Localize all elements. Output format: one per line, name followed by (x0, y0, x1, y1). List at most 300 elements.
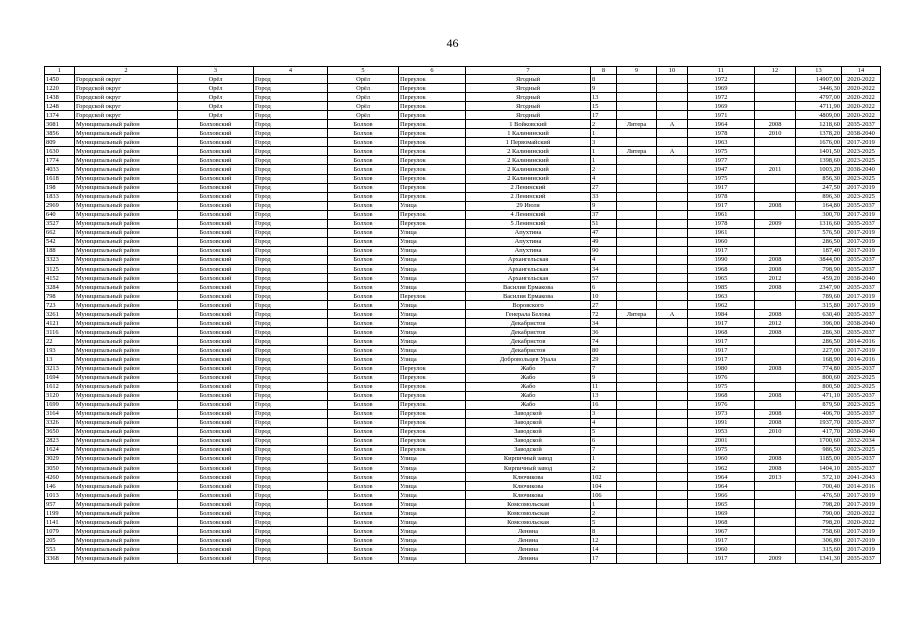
table-cell: Улица (399, 301, 466, 310)
table-cell (617, 554, 657, 563)
table-row (45, 264, 881, 273)
table-cell: Улица (399, 491, 466, 500)
table-cell: 879,50 (796, 400, 842, 409)
table-cell: 2035-2037 (842, 201, 881, 210)
table-cell: 789,60 (796, 292, 842, 301)
table-cell: Переулок (399, 445, 466, 454)
table-cell: 1199 (45, 509, 75, 518)
table-cell: Болхов (328, 156, 399, 165)
table-cell: Город (254, 319, 328, 328)
table-cell: 1963 (688, 292, 755, 301)
table-cell: Муниципальный район (75, 255, 178, 264)
table-cell (657, 382, 688, 391)
table-cell (657, 373, 688, 382)
table-cell: 417,70 (796, 427, 842, 436)
table-cell: Болховский (178, 283, 254, 292)
table-cell: 553 (45, 545, 75, 554)
table-cell: Муниципальный район (75, 445, 178, 454)
table-cell (617, 264, 657, 273)
table-cell: Переулок (399, 219, 466, 228)
table-cell: Воровского (466, 301, 591, 310)
table-cell: Болхов (328, 264, 399, 273)
table-cell: Болхов (328, 409, 399, 418)
table-cell: Болховский (178, 536, 254, 545)
table-cell: 4260 (45, 473, 75, 482)
table-cell: 1976 (688, 373, 755, 382)
table-row (45, 319, 881, 328)
table-cell: Болховский (178, 165, 254, 174)
table-cell: 1917 (688, 246, 755, 255)
table-cell: Ягодный (466, 93, 591, 102)
column-number-header: 4 (254, 67, 328, 75)
table-row (45, 75, 881, 84)
table-cell: 640 (45, 210, 75, 219)
table-cell (657, 210, 688, 219)
table-cell: 1 Калининский (466, 129, 591, 138)
table-row (45, 201, 881, 210)
table-cell: Болховский (178, 292, 254, 301)
table-cell: Болхов (328, 310, 399, 319)
table-cell: Муниципальный район (75, 355, 178, 364)
table-cell: 3446,30 (796, 84, 842, 93)
table-cell: 1971 (688, 111, 755, 120)
table-row (45, 111, 881, 120)
table-cell (657, 228, 688, 237)
table-cell: Декабристов (466, 346, 591, 355)
table-cell: Муниципальный район (75, 482, 178, 491)
table-cell (617, 255, 657, 264)
table-cell: Болховский (178, 509, 254, 518)
table-cell: Город (254, 509, 328, 518)
table-row (45, 473, 881, 482)
table-cell (755, 536, 796, 545)
table-cell (617, 165, 657, 174)
table-cell: 1401,50 (796, 147, 842, 156)
table-row (45, 409, 881, 418)
table-cell: Архангельская (466, 274, 591, 283)
table-cell: 3323 (45, 255, 75, 264)
table-cell (657, 491, 688, 500)
table-cell: Переулок (399, 111, 466, 120)
table-cell: 2023-2025 (842, 156, 881, 165)
table-cell: Город (254, 174, 328, 183)
table-cell: Болховский (178, 364, 254, 373)
table-cell: 2011 (755, 165, 796, 174)
table-cell: 572,10 (796, 473, 842, 482)
table-cell (755, 237, 796, 246)
table-cell: 1953 (688, 427, 755, 436)
table-cell: Заводской (466, 409, 591, 418)
table-row (45, 174, 881, 183)
table-cell: 1341,30 (796, 554, 842, 563)
table-cell: Болховский (178, 400, 254, 409)
table-row (45, 210, 881, 219)
table-cell: 2035-2037 (842, 283, 881, 292)
table-cell: 286,30 (796, 328, 842, 337)
table-cell: Ягодный (466, 75, 591, 84)
table-cell: Болхов (328, 328, 399, 337)
table-cell: 798,20 (796, 518, 842, 527)
table-cell: Болховский (178, 183, 254, 192)
table-cell: Болховский (178, 147, 254, 156)
table-cell: 2347,90 (796, 283, 842, 292)
table-cell: 7 (591, 445, 617, 454)
table-cell: Переулок (399, 373, 466, 382)
table-row (45, 301, 881, 310)
table-cell: 4711,90 (796, 102, 842, 111)
table-cell: Болховский (178, 274, 254, 283)
table-cell: Ленина (466, 536, 591, 545)
table-cell: 4152 (45, 274, 75, 283)
table-cell (755, 156, 796, 165)
table-cell: 2017-2019 (842, 183, 881, 192)
table-cell: 2035-2037 (842, 328, 881, 337)
table-cell: 2012 (755, 274, 796, 283)
table-cell: Болхов (328, 292, 399, 301)
table-cell: 34 (591, 319, 617, 328)
table-cell: 72 (591, 310, 617, 319)
table-cell: Город (254, 355, 328, 364)
table-cell: 14 (591, 545, 617, 554)
table-cell: Апухтина (466, 237, 591, 246)
table-cell (657, 319, 688, 328)
table-cell (755, 301, 796, 310)
table-cell: 15 (591, 102, 617, 111)
table-cell: 2014-2016 (842, 355, 881, 364)
table-cell (755, 482, 796, 491)
table-cell (657, 165, 688, 174)
table-cell: 2017-2019 (842, 237, 881, 246)
table-cell (657, 545, 688, 554)
table-cell (657, 283, 688, 292)
table-cell: 4033 (45, 165, 75, 174)
table-cell: 2023-2025 (842, 147, 881, 156)
table-cell: Муниципальный район (75, 427, 178, 436)
table-cell (617, 382, 657, 391)
table-cell: Муниципальный район (75, 400, 178, 409)
table-cell: 4 (591, 418, 617, 427)
table-cell: Муниципальный район (75, 228, 178, 237)
table-cell: Болховский (178, 255, 254, 264)
table-row (45, 364, 881, 373)
table-row (45, 192, 881, 201)
table-cell (617, 518, 657, 527)
table-cell: Заводской (466, 436, 591, 445)
table-cell: 1917 (688, 201, 755, 210)
table-cell: Болховский (178, 482, 254, 491)
table-cell: 809 (45, 138, 75, 147)
table-row (45, 545, 881, 554)
table-row (45, 346, 881, 355)
table-cell: Улица (399, 500, 466, 509)
table-cell (617, 274, 657, 283)
table-cell: Муниципальный район (75, 138, 178, 147)
table-cell: Литера (617, 147, 657, 156)
table-cell: 1374 (45, 111, 75, 120)
table-cell: 2008 (755, 264, 796, 273)
table-cell: 1003,20 (796, 165, 842, 174)
table-cell: 1975 (688, 445, 755, 454)
table-cell: Муниципальный район (75, 464, 178, 473)
table-cell: 396,00 (796, 319, 842, 328)
table-cell: Болхов (328, 201, 399, 210)
table-cell: Город (254, 373, 328, 382)
table-cell: 188 (45, 246, 75, 255)
table-row (45, 400, 881, 409)
table-cell (755, 102, 796, 111)
table-cell: Город (254, 147, 328, 156)
table-cell: Улица (399, 554, 466, 563)
table-cell: 3050 (45, 464, 75, 473)
table-cell: 2035-2037 (842, 554, 881, 563)
table-row (45, 391, 881, 400)
table-cell: Муниципальный район (75, 192, 178, 201)
table-cell: 2017-2019 (842, 491, 881, 500)
table-cell: Ключикова (466, 473, 591, 482)
table-cell: 2008 (755, 120, 796, 129)
table-cell: Улица (399, 237, 466, 246)
table-cell (657, 364, 688, 373)
table-cell: 2035-2037 (842, 219, 881, 228)
table-cell: Переулок (399, 409, 466, 418)
table-cell: Муниципальный район (75, 364, 178, 373)
table-cell: Болховский (178, 454, 254, 463)
table-cell: 8 (591, 527, 617, 536)
table-cell: Орёл (178, 111, 254, 120)
table-cell: 1013 (45, 491, 75, 500)
table-cell: Город (254, 183, 328, 192)
table-cell: 1404,10 (796, 464, 842, 473)
table-cell: 3368 (45, 554, 75, 563)
table-cell: Болхов (328, 219, 399, 228)
table-cell: 306,80 (796, 536, 842, 545)
table-cell: 1980 (688, 364, 755, 373)
table-cell: 2 Ленинский (466, 192, 591, 201)
table-cell: Переулок (399, 382, 466, 391)
table-cell (617, 174, 657, 183)
table-cell: Улица (399, 545, 466, 554)
table-cell: 2035-2037 (842, 264, 881, 273)
table-cell: Декабристов (466, 337, 591, 346)
table-cell: 3527 (45, 219, 75, 228)
table-cell (755, 210, 796, 219)
table-cell: 2008 (755, 328, 796, 337)
table-cell: 2017-2019 (842, 228, 881, 237)
table-cell: 723 (45, 301, 75, 310)
table-cell: 1975 (688, 147, 755, 156)
table-cell: 2035-2037 (842, 255, 881, 264)
table-cell: Переулок (399, 418, 466, 427)
table-cell: Болховский (178, 120, 254, 129)
table-cell: Переулок (399, 129, 466, 138)
table-row (45, 129, 881, 138)
table-cell: 7 (591, 364, 617, 373)
table-cell: 2017-2019 (842, 138, 881, 147)
table-cell: Город (254, 111, 328, 120)
table-cell: 2013 (755, 473, 796, 482)
table-cell: 2035-2037 (842, 391, 881, 400)
table-cell: Город (254, 445, 328, 454)
table-cell: 315,60 (796, 545, 842, 554)
table-cell: 1975 (688, 382, 755, 391)
table-cell: 4121 (45, 319, 75, 328)
table-cell: 1972 (688, 93, 755, 102)
table-cell: 80 (591, 346, 617, 355)
table-cell: 3326 (45, 418, 75, 427)
table-cell: Переулок (399, 174, 466, 183)
table-cell: 2023-2025 (842, 373, 881, 382)
table-cell: 1961 (688, 210, 755, 219)
table-cell: 2017-2019 (842, 210, 881, 219)
table-cell: Город (254, 454, 328, 463)
table-cell: 1972 (688, 75, 755, 84)
table-cell: Ягодный (466, 102, 591, 111)
table-cell: 2008 (755, 409, 796, 418)
table-cell: 102 (591, 473, 617, 482)
table-cell (617, 102, 657, 111)
table-cell: 2 Калининский (466, 165, 591, 174)
table-cell: Болхов (328, 138, 399, 147)
table-cell: 2 (591, 464, 617, 473)
table-cell (617, 219, 657, 228)
table-cell: Комсомольская (466, 509, 591, 518)
table-cell: 1937,70 (796, 418, 842, 427)
table-cell: 542 (45, 237, 75, 246)
table-cell: Болховский (178, 310, 254, 319)
table-cell: Город (254, 138, 328, 147)
table-cell: 1967 (688, 527, 755, 536)
table-cell: 2023-2025 (842, 445, 881, 454)
table-cell (755, 147, 796, 156)
table-cell: Город (254, 427, 328, 436)
table-cell (657, 418, 688, 427)
table-cell (617, 536, 657, 545)
table-cell: Улица (399, 482, 466, 491)
table-cell: Архангельская (466, 264, 591, 273)
table-cell: 1978 (688, 219, 755, 228)
table-cell: Болховский (178, 201, 254, 210)
table-cell: 2 Ленинский (466, 183, 591, 192)
table-cell: 1985 (688, 283, 755, 292)
table-cell: 774,80 (796, 364, 842, 373)
table-cell: 3120 (45, 391, 75, 400)
table-cell: Город (254, 409, 328, 418)
table-cell (657, 400, 688, 409)
table-cell: Город (254, 75, 328, 84)
table-cell: Город (254, 464, 328, 473)
column-number-header: 3 (178, 67, 254, 75)
table-cell: 1079 (45, 527, 75, 536)
table-cell: 4797,00 (796, 93, 842, 102)
table-cell: 2969 (45, 201, 75, 210)
table-cell (617, 328, 657, 337)
table-cell: Город (254, 264, 328, 273)
table-cell: 1968 (688, 518, 755, 527)
table-cell: Муниципальный район (75, 418, 178, 427)
table-cell (657, 436, 688, 445)
table-cell: Муниципальный район (75, 120, 178, 129)
table-cell: Болхов (328, 554, 399, 563)
table-cell: 1 Первомайский (466, 138, 591, 147)
table-cell: Болхов (328, 228, 399, 237)
table-cell: Переулок (399, 292, 466, 301)
table-cell: Город (254, 237, 328, 246)
table-cell: Муниципальный район (75, 283, 178, 292)
table-cell: 3284 (45, 283, 75, 292)
table-cell: Болхов (328, 129, 399, 138)
table-cell: Болховский (178, 464, 254, 473)
table-cell: Ленина (466, 545, 591, 554)
table-cell: 1968 (688, 391, 755, 400)
table-cell: 1984 (688, 310, 755, 319)
table-cell: 2035-2037 (842, 364, 881, 373)
table-cell: 1991 (688, 418, 755, 427)
table-cell: Орёл (328, 102, 399, 111)
table-cell: 3164 (45, 409, 75, 418)
table-cell: Городской округ (75, 93, 178, 102)
table-cell (755, 518, 796, 527)
table-cell: Ягодный (466, 84, 591, 93)
table-cell: 1963 (688, 138, 755, 147)
table-cell: Литера (617, 310, 657, 319)
table-cell: Переулок (399, 165, 466, 174)
table-cell: Улица (399, 283, 466, 292)
table-cell: 2032-2034 (842, 436, 881, 445)
table-cell: 1965 (688, 500, 755, 509)
table-cell: 2 Калининский (466, 156, 591, 165)
table-cell: Улица (399, 527, 466, 536)
table-cell (657, 328, 688, 337)
table-cell: 205 (45, 536, 75, 545)
table-cell: 315,80 (796, 301, 842, 310)
table-cell: 2038-2040 (842, 129, 881, 138)
table-cell: 1975 (688, 174, 755, 183)
table-cell: Муниципальный район (75, 319, 178, 328)
table-cell: Муниципальный район (75, 391, 178, 400)
table-cell: Жабо (466, 373, 591, 382)
table-cell (617, 427, 657, 436)
table-cell (617, 237, 657, 246)
table-cell: 2023-2025 (842, 192, 881, 201)
table-cell: Муниципальный район (75, 237, 178, 246)
table-cell: 5 (591, 518, 617, 527)
column-number-header: 1 (45, 67, 75, 75)
table-cell (657, 255, 688, 264)
table-cell: 1969 (688, 509, 755, 518)
column-number-header: 14 (842, 67, 881, 75)
table-cell: 164,80 (796, 201, 842, 210)
table-cell: Болхов (328, 246, 399, 255)
table-cell: 662 (45, 228, 75, 237)
table-cell: Болховский (178, 373, 254, 382)
table-cell: 2 Калининский (466, 147, 591, 156)
table-cell: 3 (591, 409, 617, 418)
table-cell: Улица (399, 274, 466, 283)
table-cell (657, 174, 688, 183)
table-cell (755, 246, 796, 255)
table-cell (617, 391, 657, 400)
table-row (45, 382, 881, 391)
table-cell: Муниципальный район (75, 409, 178, 418)
table-cell (657, 445, 688, 454)
table-cell: Декабристов (466, 328, 591, 337)
table-cell: 90 (591, 246, 617, 255)
table-cell: Улица (399, 201, 466, 210)
table-cell: Болховский (178, 500, 254, 509)
table-cell (657, 554, 688, 563)
table-cell: 1624 (45, 445, 75, 454)
table-cell (617, 464, 657, 473)
